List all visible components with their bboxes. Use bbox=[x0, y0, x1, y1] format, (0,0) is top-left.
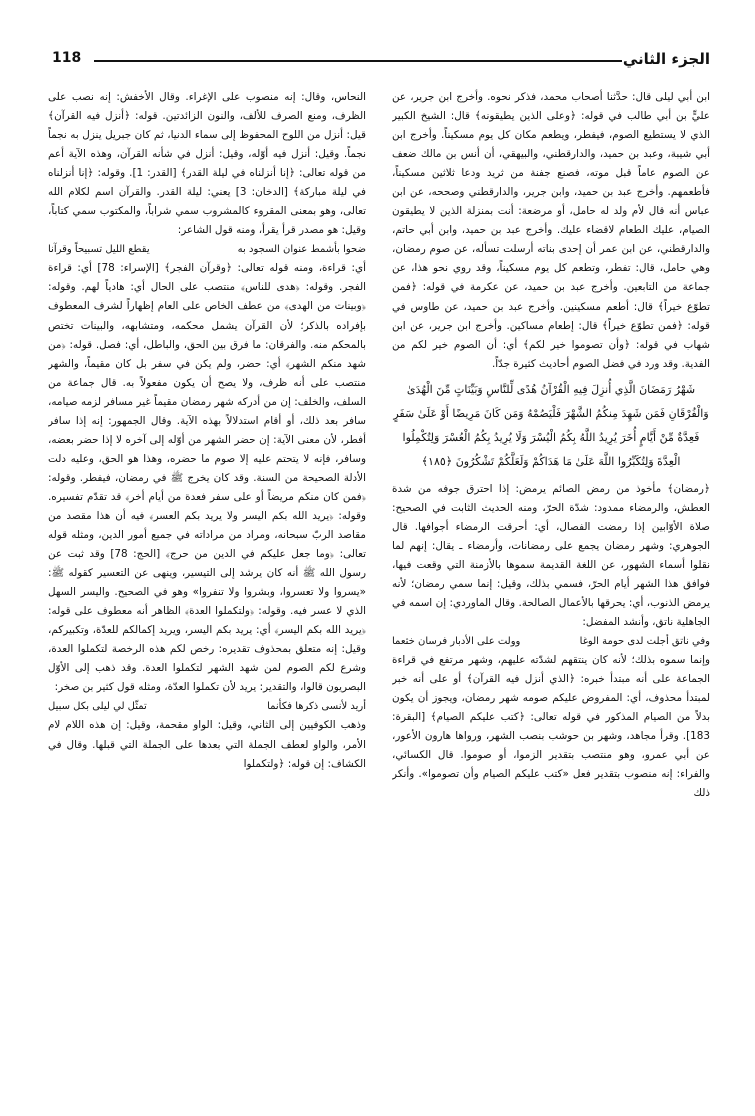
paragraph: وذهب الكوفيين إلى الثاني، وقيل: الواو مقحمة، وقيل: إن هذه اللام لام الأمر، والواو لعطف الجملة التي بعدها على الجملة التي قبلها. وقال في الكشاف: إن قوله: ﴿ولتكملوا bbox=[48, 719, 366, 770]
paragraph: وإنما سموه بذلك؛ لأنه كان ينتقهم لشدّته عليهم، وشهر مرتفع في قراءة الجماعة على أنه مبتدأ خبره: ﴿الذي أنزل فيه القرآن﴾ أو على أنه خبر لمبتدأ محذوف، أي: المفروض عليكم صومه شهر رمضان، ويجوز أن يكون بدلاً من الصيام المذكور في قوله تعالى: ﴿كتب عليكم الصيام﴾ [البقرة: 183]. وقرأ مجاهد، وشهر بن حوشب بنصب الشهر، ورواها هارون الأعور، عن أبي عمرو، وهو منتصب بتقدير الزموا، أو صوموا. قال الكسائي، والفراء: إنه منصوب بتقدير فعل «كتب عليكم الصيام وأن تصوموا». وأنكر ذلك bbox=[392, 654, 710, 800]
running-header bbox=[52, 48, 710, 78]
poem-hemistich-second: تمثّل لي ليلى بكل سبيل bbox=[48, 701, 147, 713]
poem-verse bbox=[392, 632, 710, 651]
quran-verse: شَهْرُ رَمَضَانَ الَّذِي أُنزِلَ فِيهِ الْقُرْآنُ هُدًى لِّلنَّاسِ وَبَيِّنَاتٍ مِّنَ الْهُدَىٰ وَالْفُرْقَانِ فَمَن شَهِدَ مِنكُمُ الشَّهْرَ فَلْيَصُمْهُ وَمَن كَانَ مَرِيضًا أَوْ عَلَىٰ سَفَرٍ فَعِدَّةٌ مِّنْ أَيَّامٍ أُخَرَ يُرِيدُ اللَّهُ بِكُمُ الْيُسْرَ وَلَا يُرِيدُ بِكُمُ الْعُسْرَ وَلِتُكْمِلُوا الْعِدَّةَ وَلِتُكَبِّرُوا اللَّهَ عَلَىٰ مَا هَدَاكُمْ وَلَعَلَّكُمْ تَشْكُرُونَ ﴿١٨٥﴾ bbox=[393, 382, 709, 468]
left-column bbox=[48, 88, 366, 1078]
poem-verse bbox=[48, 697, 366, 716]
poem-hemistich-first: ضحوا بأشمط عنوان السجود به bbox=[237, 244, 366, 256]
poem-hemistich-second: يقطع الليل تسبيحاً وقرآنا bbox=[48, 244, 150, 256]
poem-verse bbox=[48, 240, 366, 259]
poem-hemistich-second: وولت على الأدبار فرسان خثعما bbox=[392, 636, 521, 648]
paragraph: أي: قراءة، ومنه قوله تعالى: ﴿وقرآن الفجر﴾ [الإسراء: 78] أي: قراءة الفجر. وقوله: ﴿هدى للناس﴾ منتصب على الحال أي: هادياً لهم. وقوله: ﴿وبينات من الهدى﴾ من عطف الخاص على العام إظهاراً لشرف المعطوف بإفراده بالذكر؛ لأن القرآن يشمل محكمه، ومتشابهه، والبينات تختص بالمحكم منه. والفرقان: ما فرق بين الحق، والباطل، أي: فصل. قوله: ﴿من شهد منكم الشهر﴾ أي: حضر، ولم يكن في سفر بل كان مقيماً، والشهر منتصب على أنه ظرف، ولا يصح أن يكون مفعولاً به. قال جماعة من السلف، والخلف: إن من أدركه شهر رمضان مقيماً غير مسافر لزمه صيامه، سافر بعد ذلك، أو أقام استدلالاً بهذه الآية. وقال الجمهور: إنه إذا سافر أفطر، لأن معنى الآية: إن حضر الشهر من أوّله إلى آخره لا إذا حضر بعضه، وسافر، فإنه لا يتحتم عليه إلا صوم ما حضره، وهذا هو الحق، وعليه دلت الأدلة الصحيحة من السنة. وقد كان يخرج ﷺ في رمضان، فيفطر. وقوله: ﴿فمن كان منكم مريضاً أو على سفر فعدة من أيام أخر﴾ قد تقدّم تفسيره. وقوله: ﴿يريد الله بكم اليسر ولا يريد بكم العسر﴾ فيه أن هذا مقصد من مقاصد الربّ سبحانه، ومراد من مراداته في جميع أمور الدين، ومثله قوله تعالى: ﴿وما جعل عليكم في الدين من حرج﴾ [الحج: 78] وقد ثبت عن رسول الله ﷺ أنه كان يرشد إلى التيسير، وينهى عن التعسير كقوله ﷺ: «يسروا ولا تعسروا، وبشروا ولا تنفروا» وهو في الصحيح. واليسر السهل الذي لا عسر فيه. وقوله: ﴿ولتكملوا العدة﴾ الظاهر أنه معطوف على قوله: ﴿يريد الله بكم اليسر﴾ أي: يريد بكم اليسر، ويريد إكمالكم للعدّة، وتكبيركم، وقيل: إنه متعلق بمحذوف تقديره: رخص لكم هذه الرخصة لتكملوا العدة، وشرع لكم الصوم لمن شهد الشهر لتكملوا العدة. وقد ذهب إلى الأوّل البصريون قالوا، والتقدير: يريد لأن تكملوا العدّة، ومثله قول كثير بن صخر: bbox=[48, 262, 366, 694]
poem-hemistich-first: أريد لأنسى ذكرها فكأنما bbox=[267, 701, 366, 713]
paragraph: ابن أبي ليلى قال: حدَّثنا أصحاب محمد، فذكر نحوه. وأخرج ابن جرير، عن عليٍّ بن أبي طالب في قوله: ﴿وعلى الذين يطيقونه﴾ قال: الشيخ الكبير الذي لا يستطيع الصوم، فيفطر، ويطعم مكان كل يوم مسكيناً. وأخرج ابن أبي شيبة، وعبد بن حميد، والدارقطني، والبيهقي، أن أنس بن مالك ضعف عن الصوم عاماً قبل موته، فصنع جفنة من ثريد ودعا ثلاثين مسكيناً، فأطعمهم. وأخرج عبد بن حميد، وابن جرير، والدارقطني وصححه، عن ابن عباس أنه قال لأم ولد له حامل، أو مرضعة: أنت بمنزلة الذين لا يطيقون الصيام، عليك الطعام لاقضاء عليك. وأخرج عبد بن حميد، وابن أبي حاتم، والدارقطني، عن ابن عمر أن إحدى بناته أرسلت تسأله، عن صوم رمضان، وهي حامل، قال: تفطر، وتطعم كل يوم مسكيناً، وقد روي نحو هذا، عن جماعة من التابعين. وأخرج عبد بن حميد، عن عكرمة في قوله: ﴿فمن تطوّع خيراً﴾ قال: أطعم مسكينين. وأخرج عبد بن حميد، عن طاوس في قوله: ﴿فمن تطوّع خيراً﴾ قال: إطعام مساكين. وأخرج ابن جرير، عن ابن شهاب في قوله: ﴿وأن تصوموا خير لكم﴾ أي: أن الصوم خير لكم من الفدية. وقد ورد في فضل الصوم أحاديث كثيرة جدّاً. bbox=[392, 91, 710, 370]
header-rule bbox=[94, 60, 622, 62]
page-number: 118 bbox=[52, 50, 82, 66]
part-title: الجزء الثاني bbox=[622, 50, 710, 68]
poem-hemistich-first: وفي ناتق أجلت لدى حومة الوغا bbox=[579, 636, 710, 648]
paragraph: النحاس، وقال: إنه منصوب على الإغراء. وقال الأخفش: إنه نصب على الظرف، ومنع الصرف للألف، والنون الزائدتين. قوله: ﴿أنزل فيه القرآن﴾ قيل: أنزل من اللوح المحفوظ إلى سماء الدنيا، ثم كان جبريل ينزل به نجماً نجماً. وقيل: أنزل فيه أوّله، وقيل: أنزل في شأنه القرآن، وهذه الآية أعم من قوله تعالى: ﴿إنا أنزلناه في ليلة القدر﴾ [القدر: 1]. وقوله: ﴿إنا أنزلناه في ليلة مباركة﴾ [الدخان: 3] يعني: ليلة القدر. والقرآن اسم لكلام الله تعالى، وهو بمعنى المقروء كالمشروب سمي شراباً، والمكتوب سمي كتاباً، وقيل: هو مصدر قرأ يقرأ، ومنه قول الشاعر: bbox=[48, 91, 366, 237]
right-column bbox=[392, 88, 710, 1088]
paragraph: ﴿رمضان﴾ مأخوذ من رمض الصائم يرمض: إذا احترق جوفه من شدة العطش، والرمضاء ممدود: شدّة الحرّ، ومنه الحديث الثابت في الصحيح: صلاة الأوّابين إذا رمضت الفصال، أي: أحرقت الرمضاء أجوافها. قال الجوهري: وشهر رمضان يجمع على رمضانات، وأرمضاء ـ يقال: إنهم لما نقلوا أسماء الشهور، عن اللغة القديمة سموها بالأزمنة التي وقعت فيها، فوافق هذا الشهر أيام الحرّ، فسمي بذلك، وقيل: إنما سمي رمضان؛ لأنه يرمض الذنوب، أي: يحرقها بالأعمال الصالحة. وقال الماوردي: إن اسمه في الجاهلية ناتق، وأنشد المفضل: bbox=[392, 482, 710, 629]
